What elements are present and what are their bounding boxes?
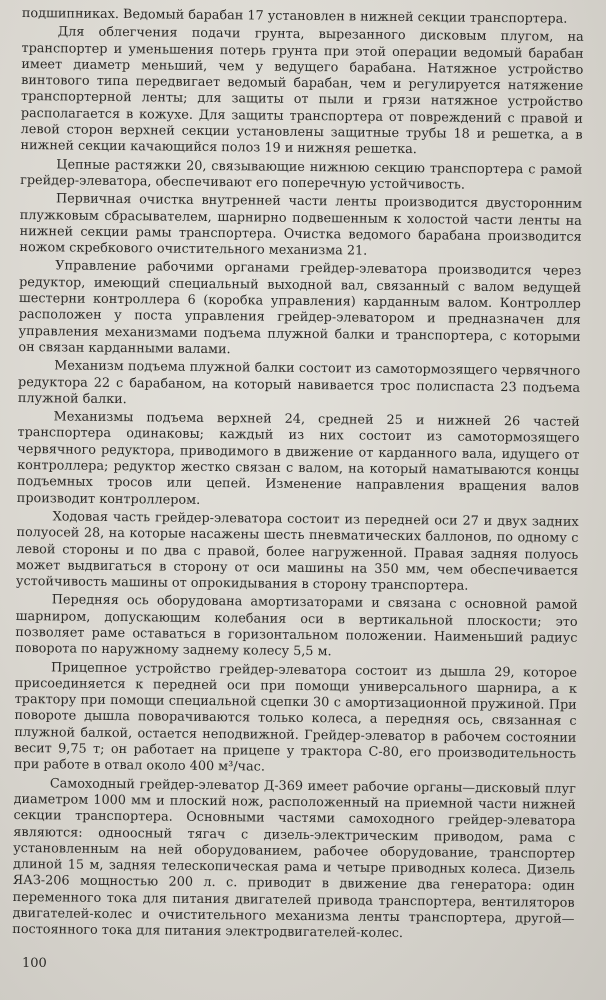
page-number: 100 <box>22 956 47 971</box>
paragraph: Механизм подъема плужной балки состоит из самотормозящего червячного редуктора 22 с барабаном, на который навивается трос полиспаста 23 подъема плужной балки. <box>17 358 581 407</box>
paragraph: Первичная очистка внутренней части ленты производится двусторонним плужковым сбрасывателем, шарнирно подвешенным к холостой части ленты на нижней секции рамы транспортера. Очистка ведомого барабана производится ножом скребкового очистительного механизма 21. <box>19 191 583 259</box>
paragraph: Для облегчения подачи грунта, вырезанного дисковым плугом, на транспортер и уменьшения потерь грунта при этой операции ведомый барабан имеет диаметр меньший, чем у ведущего барабана. Натяжное устройство винтового типа передвигает ведомый барабан, чем и регулируется натяжение транспортерной ленты; для защиты от пыли и грязи натяжное устройство располагается в кожухе. Для защиты транспортера от повреждений с правой и левой сторон верхней секции установлены защитные трубы 18 и решетка, а в нижней секции качающийся полоз 19 и нижняя решетка. <box>20 24 584 158</box>
paragraph: Передняя ось оборудована амортизаторами и связана с основной рамой шарниром, допускающим колебания оси в вертикальной плоскости; это позволяет раме оставаться в горизонтальном положении. Наименьший радиус поворота по наружному заднему колесу 5,5 м. <box>15 592 578 660</box>
paragraph: Управление рабочими органами грейдер-элеватора производится через редуктор, имеющий специальный выходной вал, связанный с валом ведущей шестерни контроллера 6 (коробка управления) карданным валом. Контроллер расположен у поста управления грейдер-элеватором и предназначен для управления механизмами подъема плужной балки и транспортера, с которыми он связан карданными валами. <box>18 258 582 358</box>
paragraph: Механизмы подъема верхней 24, средней 25 и нижней 26 частей транспортера одинаковы; каждый из них состоит из самотормозящего червячного редуктора, приводимого в движение от карданного вала, идущего от контроллера; редуктор жестко связан с валом, на который наматываются концы подъемных тросов или цепей. Изменение направления вращения валов производит контроллером. <box>16 409 580 508</box>
paragraph: Цепные растяжки 20, связывающие нижнюю секцию транспортера с рамой грейдер-элеватора, обеспечивают его поперечную устойчивость. <box>20 157 583 193</box>
paragraph: Прицепное устройство грейдер-элеватора состоит из дышла 29, которое присоединяется к передней оси при помощи универсального шарнира, а к трактору при помощи специальной сцепки 30 с амортизационной пружиной. При повороте дышла поворачиваются только колеса, а передняя ось, связанная с плужной балкой, остается неподвижной. Грейдер-элеватор в рабочем состоянии весит 9,75 т; он работает на прицепе у трактора С-80, его производительность при работе в отвал около 400 м³/час. <box>13 659 578 775</box>
paragraph: Ходовая часть грейдер-элеватора состоит из передней оси 27 и двух задних полуосей 28, на которые насажены шесть пневматических баллонов, по одному с левой стороны и по два с правой, более нагруженной. Правая задняя полуось может выдвигаться в сторону от оси машины на 350 мм, чем обеспечивается устойчивость машины от опрокидывания в сторону транспортера. <box>15 509 579 594</box>
paragraph: подшипниках. Ведомый барабан 17 установлен в нижней секции транспортера. <box>21 6 568 27</box>
body-text <box>12 6 584 946</box>
paragraph: Самоходный грейдер-элеватор Д-369 имеет рабочие органы—дисковый плуг диаметром 1000 мм и плоский нож, расположенный на приемной части нижней секции транспортера. Основными частями самоходного грейдер-элеватора являются: одноосный тягач с дизель-электрическим приводом, рама с установленным на ней оборудованием, рабочее оборудование, транспортер длиной 15 м, задняя телескопическая рама и четыре приводных колеса. Дизель ЯАЗ-206 мощностью 200 л. с. приводит в движение два генератора: один переменного тока для питания двигателей привода транспортера, вентиляторов двигателей-колес и очистительного механизма ленты транспортера, другой—постоянного тока для питания электродвигателей-колес. <box>12 775 576 942</box>
